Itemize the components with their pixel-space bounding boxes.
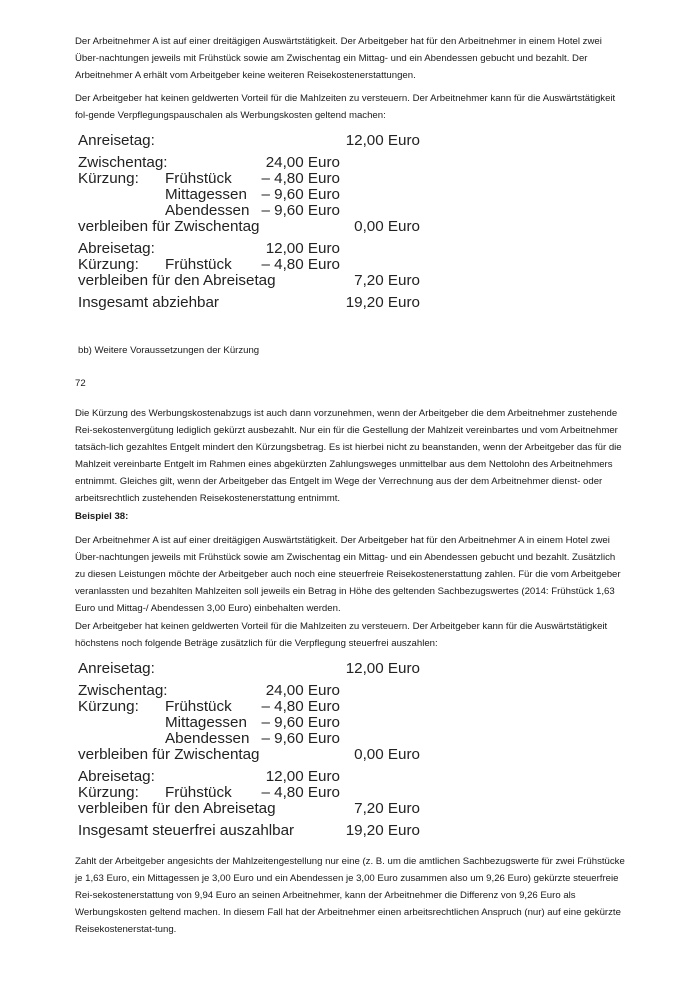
calc1-abend-amount: – 9,60 Euro [261, 202, 340, 219]
calc2-fruehstueck-label: Frühstück [165, 698, 232, 715]
calc2-abend-label: Abendessen [165, 730, 250, 747]
calc2-zwischen-amount: 24,00 Euro [265, 682, 340, 699]
intro-paragraph-2: Der Arbeitgeber hat keinen geldwerten Vorteil für die Mahlzeiten zu versteuern. Der Arbeitnehmer kann für die Auswärtstätigkeit fol-gende Verpflegungspauschalen als Werbungskosten geltend machen: [75, 93, 616, 121]
calc1-summe-label: Insgesamt abziehbar [78, 294, 219, 311]
calc1-verbleib-abreise-total: 7,20 Euro [354, 272, 420, 289]
calc2-abreise-amount: 12,00 Euro [265, 768, 340, 785]
calc2-verbleib-abreise-total: 7,20 Euro [354, 800, 420, 817]
calc2-zwischen-label: Zwischentag: [78, 682, 168, 699]
calc1-abreise-label: Abreisetag: [78, 240, 155, 257]
final-paragraph: Zahlt der Arbeitgeber angesichts der Mahlzeitengestellung nur eine (z. B. um die amtlichen Sachbezugswerte für zwei Frühstücke je 1,63 Euro, ein Mittagessen je 3,00 Euro und ein Abendessen je 3,00 Euro zusammen also um 9,26 Euro) gekürzte steuerfreie Rei-sekostenerstattung von 9,94 Euro an seinen Arbeitnehmer, kann der Arbeitnehmer die Differenz von 9,26 Euro als Werbungskosten geltend machen. In diesem Fall hat der Arbeitnehmer einen arbeitsrechtlichen Anspruch (nur) auf eine gekürzte Reisekostenerstat-tung. [75, 856, 625, 935]
example-paragraph-1: Der Arbeitnehmer A ist auf einer dreitägigen Auswärtstätigkeit. Der Arbeitgeber hat für den Arbeitnehmer A in einem Hotel zwei Über-nachtungen jeweils mit Frühstück sowie am Zwischentag ein Mittag- und ein Abendessen gebucht und bezahlt. Zusätzlich zu diesen Leistungen möchte der Arbeitgeber auch noch eine steuerfreie Reisekostenerstattung zahlen. Für die vom Arbeitgeber veranlassten und bezahlten Mahlzeiten soll jeweils ein Betrag in Höhe des geltenden Sachbezugswertes (2014: Frühstück 1,63 Euro und Mittag-/ Abendessen 3,00 Euro) einbehalten werden. [75, 535, 621, 614]
calc2-summe-total: 19,20 Euro [345, 822, 420, 839]
calc2-fruehstueck2-label: Frühstück [165, 784, 232, 801]
margin-number: 72 [75, 378, 86, 389]
calc2-anreise-total: 12,00 Euro [345, 660, 420, 677]
calc1-fruehstueck2-label: Frühstück [165, 256, 232, 273]
calc1-mittag-amount: – 9,60 Euro [261, 186, 340, 203]
calc1-mittag-label: Mittagessen [165, 186, 247, 203]
calc1-verbleib-zwischen-label: verbleiben für Zwischentag [78, 218, 260, 235]
calc1-verbleib-zwischen-total: 0,00 Euro [354, 218, 420, 235]
calc1-verbleib-abreise-label: verbleiben für den Abreisetag [78, 272, 276, 289]
calc2-verbleib-zwischen-total: 0,00 Euro [354, 746, 420, 763]
calc2-fruehstueck-amount: – 4,80 Euro [261, 698, 340, 715]
calc2-abreise-label: Abreisetag: [78, 768, 155, 785]
calc1-zwischen-label: Zwischentag: [78, 154, 168, 171]
calc2-verbleib-abreise-label: verbleiben für den Abreisetag [78, 800, 276, 817]
calc2-abend-amount: – 9,60 Euro [261, 730, 340, 747]
calc2-summe-label: Insgesamt steuerfrei auszahlbar [78, 822, 295, 839]
calc2-kuerzung-label: Kürzung: [78, 698, 139, 715]
calc1-fruehstueck-amount: – 4,80 Euro [261, 170, 340, 187]
calc1-fruehstueck-label: Frühstück [165, 170, 232, 187]
calc2-verbleib-zwischen-label: verbleiben für Zwischentag [78, 746, 260, 763]
calc1-anreise-total: 12,00 Euro [345, 132, 420, 149]
example-paragraph-2: Der Arbeitgeber hat keinen geldwerten Vorteil für die Mahlzeiten zu versteuern. Der Arbeitgeber kann für die Auswärtstätigkeit höchstens noch folgende Beträge zusätzlich für die Verpflegung steuerfrei auszahlen: [75, 621, 608, 649]
calc2-fruehstueck2-amount: – 4,80 Euro [261, 784, 340, 801]
example-heading: Beispiel 38: [75, 511, 129, 522]
section-heading: bb) Weitere Voraussetzungen der Kürzung [78, 345, 260, 356]
body-paragraph-1: Die Kürzung des Werbungskostenabzugs ist auch dann vorzunehmen, wenn der Arbeitgeber die dem Arbeitnehmer zustehende Rei-sekostenvergütung lediglich gekürzt ausbezahlt. Nur ein für die Gestellung der Mahlzeit vereinbartes und vom Arbeitnehmer tatsäch-lich gezahltes Entgelt mindert den Kürzungsbetrag. Es ist hierbei nicht zu beanstanden, wenn der Arbeitgeber das für die Mahlzeit vereinbarte Entgelt im Rahmen eines abgekürzten Zahlungsweges unmittelbar aus dem Nettolohn des Arbeitnehmers entnimmt. Gleiches gilt, wenn der Arbeitgeber das Entgelt im Wege der Verrechnung aus der dem Arbeitnehmer dienst- oder arbeitsrechtlich zustehenden Reisekostenerstattung entnimmt. [75, 408, 622, 504]
calc1-anreise-label: Anreisetag: [78, 132, 155, 149]
calc1-abend-label: Abendessen [165, 202, 250, 219]
intro-paragraph-1: Der Arbeitnehmer A ist auf einer dreitägigen Auswärtstätigkeit. Der Arbeitgeber hat für den Arbeitnehmer in einem Hotel zwei Über-nachtungen jeweils mit Frühstück sowie am Zwischentag ein Mittag- und ein Abendessen gebucht und bezahlt. Der Arbeitnehmer A erhält vom Arbeitgeber keine weiteren Reisekostenerstattungen. [75, 36, 602, 81]
calc1-kuerzung-label: Kürzung: [78, 170, 139, 187]
calc2-mittag-label: Mittagessen [165, 714, 247, 731]
calc1-abreise-amount: 12,00 Euro [265, 240, 340, 257]
calc2-mittag-amount: – 9,60 Euro [261, 714, 340, 731]
calc1-kuerzung2-label: Kürzung: [78, 256, 139, 273]
calc1-summe-total: 19,20 Euro [345, 294, 420, 311]
calc2-anreise-label: Anreisetag: [78, 660, 155, 677]
calc2-kuerzung2-label: Kürzung: [78, 784, 139, 801]
calc1-zwischen-amount: 24,00 Euro [265, 154, 340, 171]
calc1-fruehstueck2-amount: – 4,80 Euro [261, 256, 340, 273]
